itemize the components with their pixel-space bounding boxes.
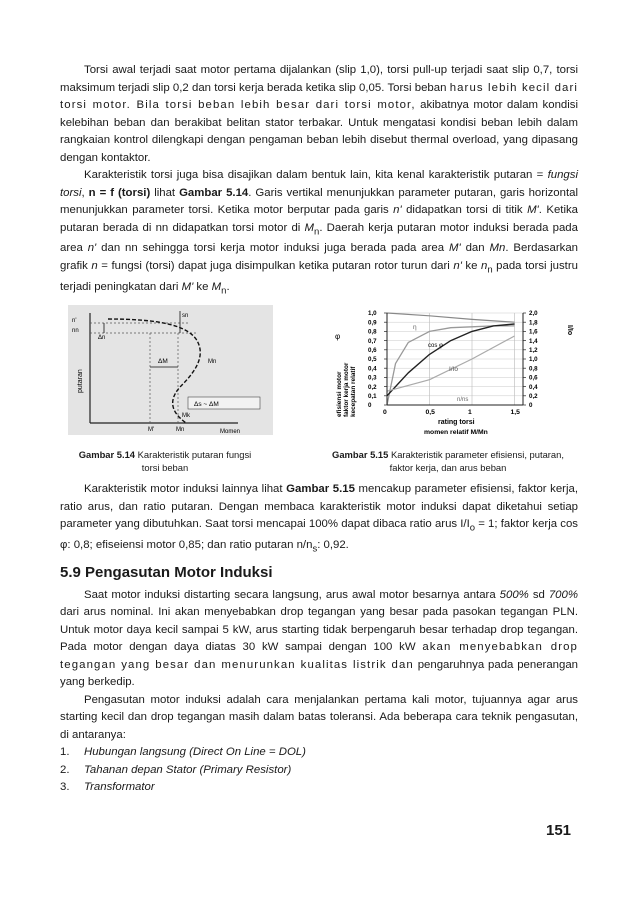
- section-heading: 5.9 Pengasutan Motor Induksi: [60, 563, 273, 581]
- paragraph-pengasutan: Pengasutan motor induksi adalah cara menjalankan pertama kali motor, tujuannya agar arus starting kecil dan drop tegangan masih dalam batas toleransi. Ada beberapa cara teknik pengasutan, di antaranya:: [60, 693, 578, 741]
- y-right-tick-label: 0: [529, 402, 533, 410]
- label-delta-n: Δn: [98, 335, 106, 342]
- list-item: 1. Hubungan langsung (Direct On Line = DOL): [60, 746, 306, 759]
- y-right-tick-label: 1,4: [529, 338, 538, 346]
- y-left-tick-label: 0,5: [368, 356, 377, 364]
- page-number: 151: [546, 822, 572, 839]
- starting-methods-list: [60, 744, 578, 797]
- y-left-tick-label: 0,8: [368, 328, 377, 336]
- y-right-tick-label: 1,0: [529, 356, 538, 364]
- y-right-label: I/Io: [566, 325, 573, 336]
- figure-5-15-caption: Gambar 5.15 Karakteristik parameter efisiensi, putaran, faktor kerja, dan arus beban: [332, 449, 564, 473]
- label-delta-m: ΔM: [158, 358, 168, 366]
- y-left-tick-label: 0,4: [368, 365, 377, 373]
- series-label-eta: η: [413, 324, 417, 332]
- y-right-tick-label: 0,8: [529, 365, 538, 373]
- figure-5-14-diagram: [68, 305, 273, 435]
- legend-ds-dm: Δs ~ ΔM: [194, 401, 219, 409]
- y-right-tick-label: 1,8: [529, 319, 538, 327]
- x-tick-label: 1,5: [510, 409, 520, 417]
- series-label-nns: n/ns: [457, 397, 469, 404]
- figure-5-15-chart: [325, 305, 573, 439]
- y-left-tick-label: 0: [368, 402, 372, 410]
- series-cos-line: [387, 324, 515, 396]
- label-n-n: nn: [72, 328, 79, 335]
- x-axis-label: rating torsi: [438, 419, 475, 427]
- y-left-tick-label: 0,3: [368, 374, 377, 382]
- y-left-tick-label: 0,7: [368, 338, 377, 346]
- label-putaran: putaran: [77, 369, 84, 394]
- x-tick-label: 0,5: [425, 409, 435, 417]
- label-m-prime: M': [148, 427, 155, 434]
- label-s-n: sn: [182, 313, 189, 320]
- label-m-n: Mn: [176, 427, 185, 434]
- y-left-label-0: efisiensi motor: [336, 371, 343, 418]
- y-left-symbol: φ: [335, 332, 341, 342]
- y-right-tick-label: 0,2: [529, 393, 538, 401]
- series-iio-line: [387, 336, 515, 391]
- label-momen: Momen: [220, 429, 241, 436]
- figures-row: [60, 305, 578, 481]
- chart-grid: [387, 313, 523, 405]
- label-m-n-curve: Mn: [208, 359, 217, 366]
- y-right-tick-label: 1,6: [529, 328, 538, 336]
- label-n-prime: n': [72, 318, 77, 325]
- label-m-k: Mk: [182, 413, 190, 420]
- x-tick-label: 0: [383, 409, 387, 417]
- y-right-tick-label: 1,2: [529, 347, 538, 355]
- y-left-label-2: kecepatan relatif: [350, 366, 357, 418]
- paragraph-starting-current: Saat motor induksi distarting secara langsung, arus awal motor besarnya antara 500% sd 700% dari arus nominal. Ini akan menyebabkan drop tegangan yang besar pada pasokan tegangan PLN. Untuk motor daya kecil sampai 5 kW, arus starting tidak berpengaruh besar terhadap drop tegangan. Pada motor dengan daya diatas 30 kW sampai dengan 100 kW akan menyebabkan drop tegangan yang besar dan menurunkan kualitas listrik dan pengaruhnya pada penerangan yang berkedip.: [60, 588, 579, 689]
- paragraph-speed-characteristic: Karakteristik torsi juga bisa disajikan dalam bentuk lain, kita kenal karakteristik putaran = fungsi torsi, n = f (torsi) lihat Gambar 5.14. Garis vertikal menunjukkan parameter putaran, garis horizontal menunjukkan parameter torsi. Ketika motor berputar pada garis n' didapatkan torsi di titik M'. Ketika putaran berada di nn didapatkan torsi motor di $M_n$. Daerah kerja putaran motor induksi berada pada area n' dan nn sehingga torsi kerja motor induksi juga berada pada area M' dan Mn. Berdasarkan grafik n = fungsi (torsi) dapat juga disimpulkan ketika putaran rotor turun dari n' ke $n_n$ pada torsi justru terjadi peningkatan dari M' ke $M_n$.: [60, 169, 578, 296]
- series-nns-line: [387, 313, 515, 322]
- y-left-tick-label: 1,0: [368, 310, 377, 318]
- y-right-tick-label: 0,6: [529, 374, 538, 382]
- list-item: 2. Tahanan depan Stator (Primary Resistor): [60, 763, 292, 776]
- paragraph-torque: Torsi awal terjadi saat motor pertama dijalankan (slip 1,0), torsi pull-up terjadi saat slip 0,7, torsi maksimum terjadi slip 0,2 dan torsi kerja berada ketika slip 0,05. Torsi beban harus lebih kecil dari torsi motor. Bila torsi beban lebih besar dari torsi motor, akibatnya motor dalam kondisi kelebihan beban dan berakibat belitan stator terbakar. Untuk mengatasi kondisi beban lebih dalam rangkaian kontrol dilengkapi dengan pengaman beban lebih disebut thermal overload, yang dipasang dengan kontaktor.: [60, 64, 578, 164]
- list-item: 3. Transformator: [60, 781, 155, 794]
- series-label-iio: I/Io: [449, 366, 459, 374]
- y-left-tick-label: 0,2: [368, 384, 377, 392]
- paragraph-other-characteristics: Karakteristik motor induksi lainnya lihat Gambar 5.15 mencakup parameter efisiensi, faktor kerja, ratio arus, dan ratio putaran. Dengan membaca karakteristik motor induksi dapat diketahui setiap parameter yang dibutuhkan. Saat torsi mencapai 100% dapat dibaca ratio arus $I/I_o = 1$; faktor kerja cos φ: 0,8; efiseiensi motor 0,85; dan ratio putaran $n/n_s$: 0,92.: [60, 483, 579, 555]
- series-label-cos: cos φ: [428, 343, 443, 350]
- y-left-tick-label: 0,1: [368, 393, 377, 401]
- y-right-tick-label: 2,0: [529, 310, 538, 318]
- x-axis-label-2: momen relatif M/Mn: [424, 429, 488, 437]
- y-left-tick-label: 0,9: [368, 319, 377, 327]
- y-right-tick-label: 0,4: [529, 384, 538, 392]
- figure-5-14-caption: Gambar 5.14 Karakteristik putaran fungsi torsi beban: [78, 449, 252, 473]
- y-left-tick-label: 0,6: [368, 347, 377, 355]
- document-page: [60, 62, 578, 797]
- x-tick-label: 1: [468, 409, 472, 417]
- y-left-label-1: faktor kerja motor: [343, 363, 350, 418]
